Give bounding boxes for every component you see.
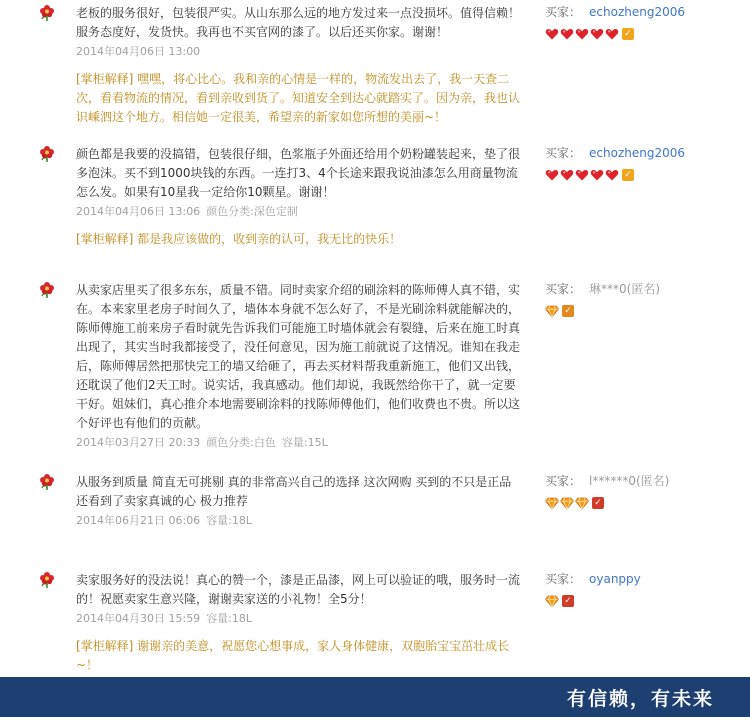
review-capacity: 容量:15L — [281, 436, 328, 449]
vip-icon: ✓ — [622, 28, 634, 40]
buyer-credit-badges — [545, 593, 735, 609]
review-meta — [76, 203, 524, 220]
red-flower-icon — [38, 4, 56, 22]
footer-banner — [0, 677, 750, 717]
heart-icon — [560, 168, 574, 182]
buyer-info — [545, 281, 735, 319]
review-date: 2014年04月06日 13:00 — [76, 45, 201, 58]
heart-icon — [545, 168, 559, 182]
footer-slogan: 有信赖，有未来 — [566, 688, 714, 710]
heart-icon — [590, 168, 604, 182]
review-date: 2014年03月27日 20:33 — [76, 436, 201, 449]
buyer-name[interactable]: echozheng2006 — [589, 5, 685, 19]
review-content — [76, 4, 524, 127]
diamond-icon — [545, 594, 559, 608]
buyer-label: 买家： — [545, 572, 582, 586]
diamond-icon — [545, 304, 559, 318]
heart-icon — [575, 27, 589, 41]
review-content — [76, 571, 524, 675]
buyer-name[interactable]: oyanppy — [589, 572, 641, 586]
buyer-label: 买家： — [545, 474, 582, 488]
red-flower-icon — [38, 281, 56, 299]
review-date: 2014年04月06日 13:06 — [76, 205, 201, 218]
review-date: 2014年04月30日 15:59 — [76, 612, 201, 625]
buyer-name: 琳***0(匿名) — [589, 282, 661, 296]
buyer-info — [545, 571, 735, 609]
red-flower-icon — [38, 473, 56, 491]
buyer-credit-badges — [545, 26, 735, 42]
vip-icon: ✓ — [562, 305, 574, 317]
buyer-info — [545, 473, 735, 511]
buyer-info — [545, 145, 735, 183]
buyer-name: l******0(匿名) — [589, 474, 670, 488]
review-content — [76, 281, 524, 451]
buyer-credit-badges — [545, 303, 735, 319]
review-capacity: 容量:18L — [206, 612, 253, 625]
diamond-icon — [560, 496, 574, 510]
review-content — [76, 145, 524, 249]
heart-icon — [590, 27, 604, 41]
buyer-credit-badges — [545, 167, 735, 183]
diamond-icon — [575, 496, 589, 510]
buyer-label: 买家： — [545, 146, 582, 160]
review-text: 卖家服务好的没法说！真心的赞一个，漆是正品漆，网上可以验证的哦，服务时一流的！祝愿卖家生意兴隆，谢谢卖家送的小礼物！全5分！ — [76, 573, 521, 606]
seller-reply: [掌柜解释] 嘿嘿，将心比心。我和亲的心情是一样的，物流发出去了，我一天查二次，看看物流的情况，看到亲收到货了。知道安全到达心就踏实了。因为亲，我也认识嵊泗这个地方。相信她一定很美，希望亲的新家如您所想的美丽~！ — [76, 72, 521, 124]
heart-icon — [605, 168, 619, 182]
review-category: 颜色分类:白色 — [206, 436, 276, 449]
buyer-name[interactable]: echozheng2006 — [589, 146, 685, 160]
buyer-label: 买家： — [545, 282, 582, 296]
vip-icon: ✓ — [592, 497, 604, 509]
review-text: 老板的服务很好，包装很严实。从山东那么远的地方发过来一点没损坏。值得信赖！服务态度好，发货快。我再也不买官网的漆了。以后还买你家。谢谢！ — [76, 6, 521, 39]
red-flower-icon — [38, 571, 56, 589]
buyer-credit-badges — [545, 495, 735, 511]
buyer-info — [545, 4, 735, 42]
vip-icon: ✓ — [562, 595, 574, 607]
review-content — [76, 473, 524, 529]
review-text: 颜色都是我要的没搞错，包装很仔细，色浆瓶子外面还给用个奶粉罐装起来，垫了很多泡沫。买不到1000块钱的东西。一连打3、4个长途来跟我说油漆怎么用商量物流怎么发。如果有10星我一定给你10颗星。谢谢！ — [76, 147, 521, 199]
buyer-label: 买家： — [545, 5, 582, 19]
review-date: 2014年06月21日 06:06 — [76, 514, 201, 527]
review-text: 从服务到质量 简直无可挑剔 真的非常高兴自己的选择 这次网购 买到的不只是正品 还看到了卖家真诚的心 极力推荐 — [76, 475, 512, 508]
review-meta — [76, 610, 524, 627]
review-meta — [76, 43, 524, 60]
heart-icon — [560, 27, 574, 41]
red-flower-icon — [38, 145, 56, 163]
review-meta — [76, 434, 524, 451]
review-category: 颜色分类:深色定制 — [206, 205, 298, 218]
seller-reply: [掌柜解释] 都是我应该做的，收到亲的认可，我无比的快乐！ — [76, 232, 402, 246]
diamond-icon — [545, 496, 559, 510]
heart-icon — [575, 168, 589, 182]
heart-icon — [605, 27, 619, 41]
vip-icon: ✓ — [622, 169, 634, 181]
heart-icon — [545, 27, 559, 41]
review-capacity: 容量:18L — [206, 514, 253, 527]
review-meta — [76, 512, 524, 529]
seller-reply: [掌柜解释] 谢谢亲的美意，祝愿您心想事成，家人身体健康，双胞胎宝宝茁壮成长~！ — [76, 639, 510, 672]
review-text: 从卖家店里买了很多东东，质量不错。同时卖家介绍的刷涂料的陈师傅人真不错，实在。本来家里老房子时间久了，墙体本身就不怎么好了，不是光刷涂料就能解决的，陈师傅施工前来房子看时就先告诉我们可能施工时墙体就会有裂缝，后来在施工时真出现了，其实当时我都接受了，没任何意见，因为施工前就说了这情况。谁知在我走后，陈师傅居然把那快完工的墙又给砸了，再去买材料帮我重新施工，他们又出钱，还耽误了他们2天工时。说实话，我真感动。他们却说，我既然给你干了，就一定要干好。姐妹们，真心推介本地需要刷涂料的找陈师傅他们，他们收费也不贵。所以这个好评也有他们的贡献。 — [76, 283, 521, 430]
